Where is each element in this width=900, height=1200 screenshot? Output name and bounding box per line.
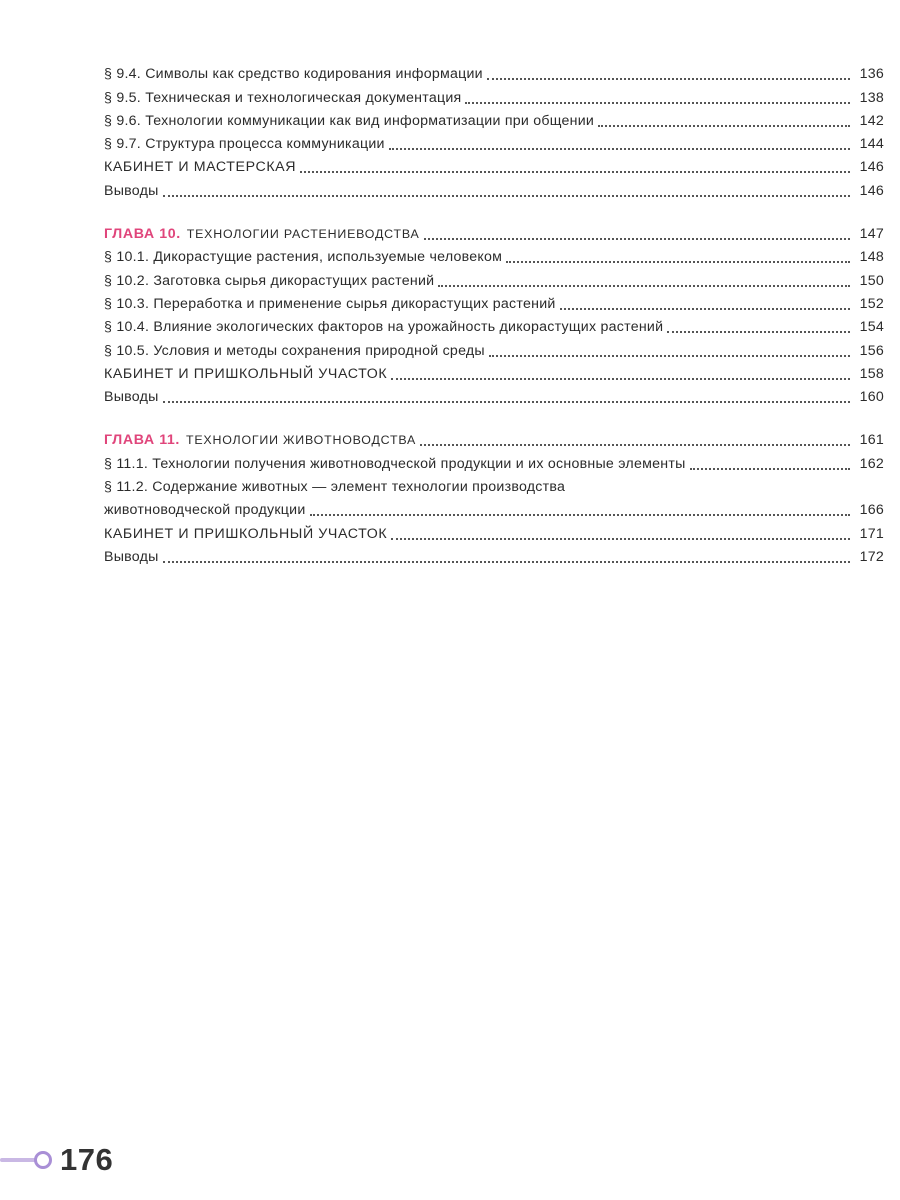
toc-entry[interactable] [104, 177, 884, 200]
toc-entry-title: § 11.2. Содержание животных — элемент технологии производства [104, 479, 566, 496]
toc-entry-page: 172 [859, 548, 884, 565]
toc-entry-page: 144 [859, 136, 884, 153]
toc-entry[interactable] [104, 384, 884, 407]
chapter-10-title [104, 224, 420, 244]
toc-entry-page: 166 [859, 502, 884, 519]
chapter-11-page: 161 [859, 432, 884, 449]
toc-entry[interactable] [104, 61, 884, 84]
toc-entry[interactable] [104, 84, 884, 107]
chapter-10-heading[interactable] [104, 221, 884, 244]
toc-entry[interactable] [104, 450, 884, 473]
toc-entry-title: животноводческой продукции [104, 502, 306, 519]
toc-entry[interactable] [104, 291, 884, 314]
toc-entry[interactable] [104, 314, 884, 337]
chapter-11-title [104, 430, 416, 450]
toc-entry[interactable] [104, 337, 884, 360]
dot-leader [391, 538, 850, 540]
toc-entry-page: 156 [859, 342, 884, 359]
toc-entry-title: § 10.4. Влияние экологических факторов на урожайность дикорастущих растений [104, 319, 664, 336]
toc-entry[interactable] [104, 520, 884, 543]
footer-decor-line [0, 1158, 36, 1162]
dot-leader [420, 444, 850, 446]
chapter-11-label: ГЛАВА 11. [104, 432, 180, 449]
toc-group-chapter-9 [104, 61, 884, 201]
toc-entry-page: 152 [859, 295, 884, 312]
toc-entry-page: 142 [859, 112, 884, 129]
dot-leader [163, 401, 850, 403]
chapter-11-name: ТЕХНОЛОГИИ ЖИВОТНОВОДСТВА [185, 433, 417, 448]
dot-leader [438, 285, 850, 287]
dot-leader [389, 148, 850, 150]
toc-entry-page: 136 [859, 66, 884, 83]
toc-entry-page: 138 [859, 89, 884, 106]
toc-entry-title: § 9.5. Техническая и технологическая документация [104, 89, 462, 106]
table-of-contents [104, 61, 884, 567]
toc-group-chapter-11-end [104, 520, 884, 567]
toc-entry-title: § 9.4. Символы как средство кодирования информации [104, 66, 483, 83]
dot-leader [489, 355, 850, 357]
toc-entry[interactable] [104, 244, 884, 267]
footer-decor-circle [34, 1151, 52, 1169]
dot-leader [163, 561, 850, 563]
dot-leader [487, 78, 850, 80]
toc-entry-title: § 9.7. Структура процесса коммуникации [104, 136, 385, 153]
toc-entry-title: КАБИНЕТ И ПРИШКОЛЬНЫЙ УЧАСТОК [104, 525, 388, 542]
toc-entry-title: Выводы [104, 548, 159, 565]
toc-entry-page: 146 [859, 159, 884, 176]
toc-entry-title: § 10.3. Переработка и применение сырья дикорастущих растений [104, 295, 556, 312]
dot-leader [424, 238, 850, 240]
dot-leader [465, 102, 850, 104]
dot-leader [690, 468, 850, 470]
toc-entry-title: Выводы [104, 389, 159, 406]
chapter-10-name: ТЕХНОЛОГИИ РАСТЕНИЕВОДСТВА [186, 227, 420, 242]
page-number: 176 [60, 1142, 114, 1177]
toc-entry-title: КАБИНЕТ И ПРИШКОЛЬНЫЙ УЧАСТОК [104, 365, 388, 382]
chapter-11-heading[interactable] [104, 427, 884, 450]
toc-entry[interactable] [104, 108, 884, 131]
toc-entry-page: 162 [859, 455, 884, 472]
dot-leader [310, 514, 850, 516]
toc-entry[interactable] [104, 361, 884, 384]
toc-entry-page: 146 [859, 182, 884, 199]
dot-leader [667, 331, 850, 333]
dot-leader [391, 378, 850, 380]
toc-entry-title: КАБИНЕТ И МАСТЕРСКАЯ [104, 159, 297, 176]
toc-entry[interactable] [104, 544, 884, 567]
toc-entry-title: Выводы [104, 182, 159, 199]
toc-entry-page: 160 [859, 389, 884, 406]
toc-entry-page: 154 [859, 319, 884, 336]
toc-entry-page: 171 [859, 525, 884, 542]
chapter-10-page: 147 [859, 226, 884, 243]
dot-leader [506, 261, 850, 263]
toc-entry-page: 158 [859, 365, 884, 382]
toc-entry[interactable] [104, 267, 884, 290]
dot-leader [300, 171, 850, 173]
dot-leader [163, 195, 850, 197]
toc-entry-title: § 10.2. Заготовка сырья дикорастущих растений [104, 272, 435, 289]
toc-entry[interactable] [104, 131, 884, 154]
toc-entry-title: § 11.1. Технологии получения животноводческой продукции и их основные элементы [104, 455, 686, 472]
toc-entry-11-2-line1 [104, 474, 884, 497]
toc-entry-title: § 10.1. Дикорастущие растения, используемые человеком [104, 249, 503, 266]
toc-entry-title: § 10.5. Условия и методы сохранения природной среды [104, 342, 485, 359]
toc-entry-title: § 9.6. Технологии коммуникации как вид информатизации при общении [104, 112, 595, 129]
toc-entry[interactable] [104, 154, 884, 177]
toc-entry-page: 150 [859, 272, 884, 289]
toc-entry-11-2-line2 [104, 497, 884, 520]
dot-leader [598, 125, 850, 127]
toc-group-chapter-11 [104, 450, 884, 473]
chapter-10-label: ГЛАВА 10. [104, 226, 181, 243]
toc-entry-11-2[interactable] [104, 474, 884, 521]
toc-group-chapter-10 [104, 244, 884, 407]
toc-entry-page: 148 [859, 249, 884, 266]
dot-leader [560, 308, 850, 310]
page-footer [0, 1140, 113, 1180]
